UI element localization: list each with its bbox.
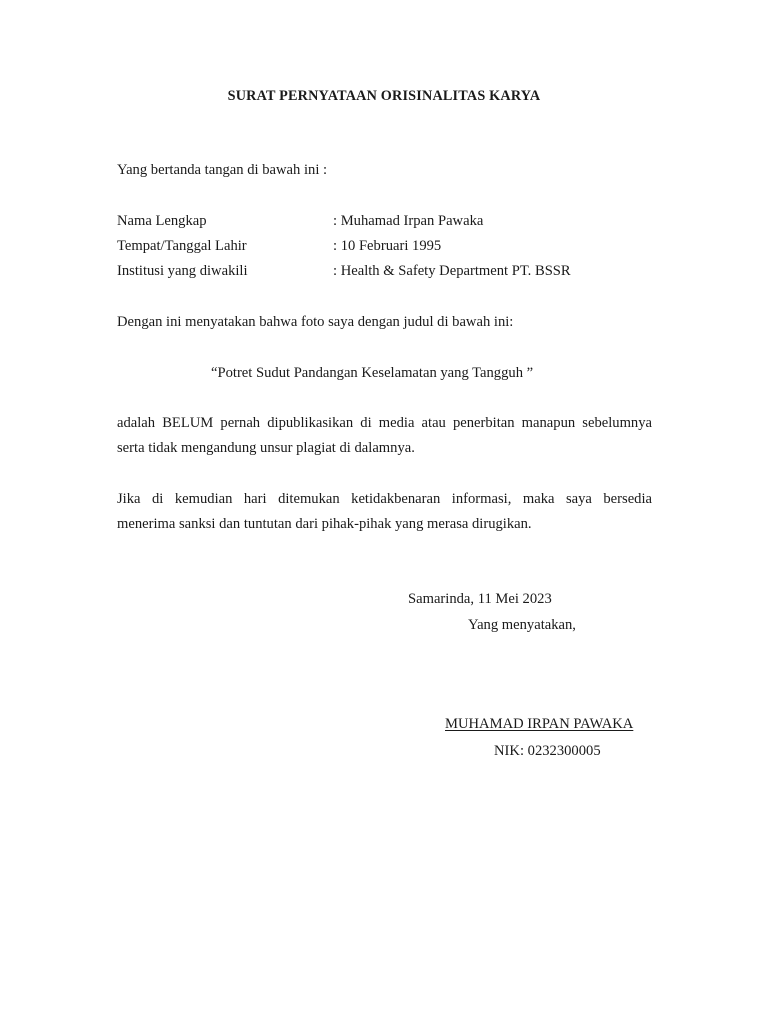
signatory-name: MUHAMAD IRPAN PAWAKA bbox=[445, 716, 634, 732]
field-value-name: : Muhamad Irpan Pawaka bbox=[333, 213, 484, 229]
field-value-institution: : Health & Safety Department PT. BSSR bbox=[333, 263, 571, 279]
intro-text: Yang bertanda tangan di bawah ini : bbox=[117, 162, 328, 178]
originality-line-2: serta tidak mengandung unsur plagiat di dalamnya. bbox=[117, 439, 415, 456]
signatory-nik: NIK: 0232300005 bbox=[494, 743, 601, 759]
liability-paragraph bbox=[117, 487, 652, 536]
field-label-institution: Institusi yang diwakili bbox=[117, 263, 248, 279]
statement-text: Dengan ini menyatakan bahwa foto saya dengan judul di bawah ini: bbox=[117, 314, 514, 330]
originality-line-1: adalah BELUM pernah dipublikasikan di media atau penerbitan manapun sebelumnya bbox=[117, 415, 652, 431]
document-title: SURAT PERNYATAAN ORISINALITAS KARYA bbox=[227, 88, 541, 104]
originality-paragraph bbox=[117, 411, 652, 460]
field-value-birth: : 10 Februari 1995 bbox=[333, 238, 442, 254]
liability-line-2: menerima sanksi dan tuntutan dari pihak-pihak yang merasa dirugikan. bbox=[117, 515, 532, 532]
declarant-label: Yang menyatakan, bbox=[468, 617, 576, 633]
photo-title: “Potret Sudut Pandangan Keselamatan yang Tangguh ” bbox=[211, 365, 534, 381]
place-date: Samarinda, 11 Mei 2023 bbox=[408, 591, 552, 607]
field-label-birth: Tempat/Tanggal Lahir bbox=[117, 238, 247, 254]
liability-line-1: Jika di kemudian hari ditemukan ketidakbenaran informasi, maka saya bersedia bbox=[117, 491, 652, 507]
field-label-name: Nama Lengkap bbox=[117, 213, 207, 229]
